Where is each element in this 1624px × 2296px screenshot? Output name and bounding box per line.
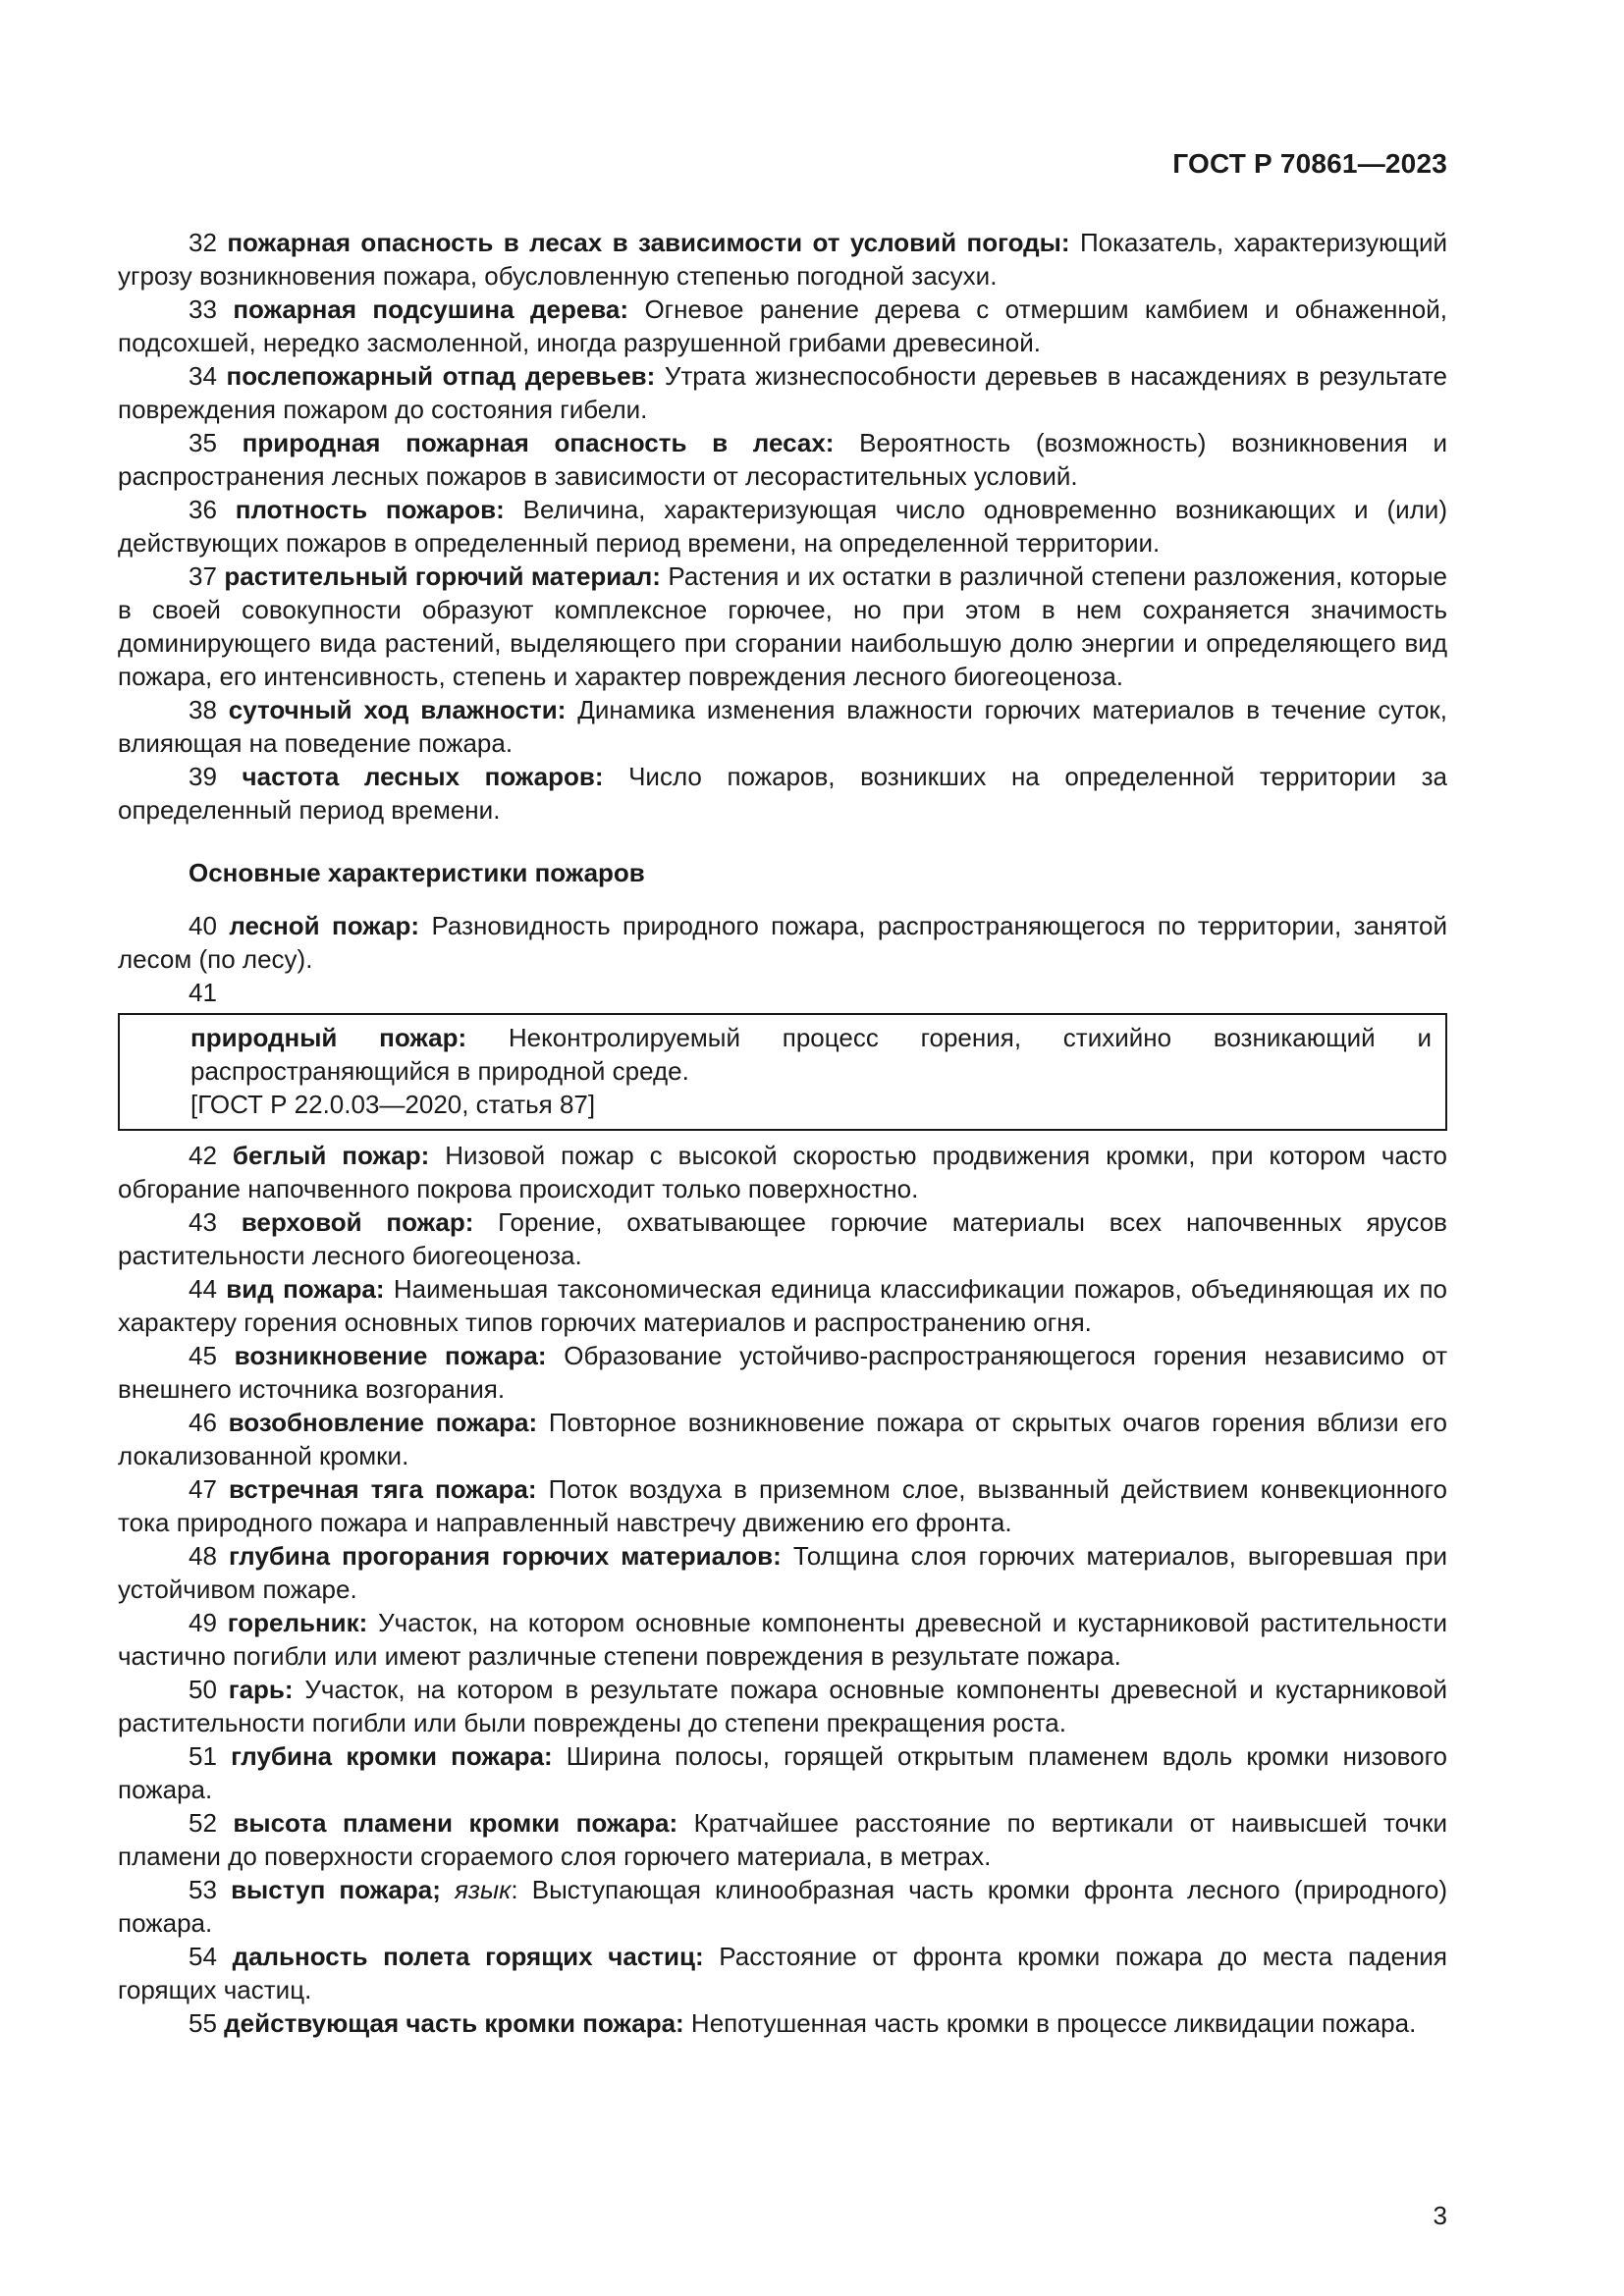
term-number: 51	[189, 1741, 217, 1771]
term-entry-50	[118, 1673, 1447, 1739]
term-entry-51	[118, 1739, 1447, 1806]
term-name: частота лесных пожаров:	[242, 762, 604, 791]
term-name: беглый пожар:	[232, 1141, 430, 1170]
term-entry-55	[118, 2006, 1447, 2040]
term-definition: Наименьшая таксономическая единица классификации пожаров, объединяющая их по характеру горения основных типов горючих материалов и распространению огня.	[118, 1274, 1447, 1337]
page-number: 3	[1433, 2201, 1447, 2230]
term-number: 37	[189, 561, 217, 591]
term-entry-39	[118, 760, 1447, 827]
terms-list-b	[118, 1139, 1447, 2040]
term-entry-54	[118, 1940, 1447, 2006]
term-entry-46	[118, 1406, 1447, 1472]
term-name: лесной пожар:	[229, 911, 420, 940]
term-definition: : Выступающая клинообразная часть кромки фронта лесного (природного) пожара.	[118, 1875, 1447, 1938]
term-name: дальность полета горящих частиц:	[232, 1942, 704, 1971]
quoted-term-text	[190, 1021, 1432, 1088]
term-entry-48	[118, 1539, 1447, 1606]
term-name: природная пожарная опасность в лесах:	[242, 428, 835, 457]
term-name: послепожарный отпад деревьев:	[226, 361, 656, 391]
term-number: 47	[189, 1474, 217, 1504]
term-number: 35	[189, 428, 217, 457]
term-entry-52	[118, 1806, 1447, 1873]
term-entry-37	[118, 560, 1447, 693]
term-name: встречная тяга пожара:	[229, 1474, 537, 1504]
term-entry-36	[118, 493, 1447, 560]
term-definition: Участок, на котором в результате пожара основные компоненты древесной и кустарниковой растительности погибли или были повреждены до степени прекращения роста.	[118, 1675, 1447, 1737]
term-definition: Горение, охватывающее горючие материалы всех напочвенных ярусов растительности лесного биогеоценоза.	[118, 1207, 1447, 1270]
term-entry-38	[118, 693, 1447, 760]
term-name: возникновение пожара:	[234, 1341, 547, 1370]
term-definition: Расстояние от фронта кромки пожара до места падения горящих частиц.	[118, 1942, 1447, 2004]
term-number: 32	[189, 228, 217, 257]
term-definition: Кратчайшее расстояние по вертикали от наивысшей точки пламени до поверхности сгораемого слоя горючего материала, в метрах.	[118, 1808, 1447, 1871]
term-definition: Число пожаров, возникших на определенной территории за определенный период времени.	[118, 762, 1447, 825]
term-entry-49	[118, 1606, 1447, 1673]
term-entry-43	[118, 1205, 1447, 1272]
term-definition: Толщина слоя горючих материалов, выгоревшая при устойчивом пожаре.	[118, 1541, 1447, 1604]
document-code-header: ГОСТ Р 70861—2023	[1172, 148, 1447, 179]
term-number: 46	[189, 1408, 217, 1437]
term-number: 40	[189, 911, 217, 940]
term-entry-53	[118, 1873, 1447, 1940]
term-name: гарь:	[228, 1675, 294, 1704]
term-entry-32	[118, 226, 1447, 293]
term-number: 55	[189, 2008, 217, 2038]
term-definition: Образование устойчиво-распространяющегося горения независимо от внешнего источника возгорания.	[118, 1341, 1447, 1404]
term-definition: Участок, на котором основные компоненты древесной и кустарниковой растительности частично погибли или имеют различные степени повреждения в результате пожара.	[118, 1608, 1447, 1671]
term-definition: Ширина полосы, горящей открытым пламенем вдоль кромки низового пожара.	[118, 1741, 1447, 1804]
term-number: 45	[189, 1341, 217, 1370]
term-definition: Показатель, характеризующий угрозу возникновения пожара, обусловленную степенью погодной засухи.	[118, 228, 1447, 291]
term-name: пожарная подсушина дерева:	[233, 294, 629, 324]
term-name: горельник:	[227, 1608, 368, 1637]
term-name: глубина кромки пожара:	[231, 1741, 553, 1771]
term-name: природный пожар:	[190, 1023, 467, 1052]
term-source-reference: [ГОСТ Р 22.0.03—2020, статья 87]	[190, 1090, 596, 1119]
term-synonym: язык	[440, 1875, 512, 1904]
term-number: 38	[189, 695, 217, 724]
section-heading: Основные характеристики пожаров	[189, 858, 645, 887]
term-definition: Неконтролируемый процесс горения, стихийно возникающий и распространяющийся в природной среде.	[190, 1023, 1432, 1086]
term-name: вид пожара:	[226, 1274, 385, 1304]
term-number-41: 41	[189, 978, 217, 1007]
term-number: 42	[189, 1141, 217, 1170]
term-definition: Вероятность (возможность) возникновения и распространения лесных пожаров в зависимости от лесорастительных условий.	[118, 428, 1447, 491]
term-entry-34	[118, 359, 1447, 426]
term-definition: Повторное возникновение пожара от скрытых очагов горения вблизи его локализованной кромки.	[118, 1408, 1447, 1470]
term-name: возобновление пожара:	[228, 1408, 538, 1437]
term-number: 36	[189, 495, 217, 524]
term-number: 53	[189, 1875, 217, 1904]
term-entry-45	[118, 1339, 1447, 1406]
term-name: суточный ход влажности:	[228, 695, 567, 724]
quoted-term-box	[118, 1013, 1447, 1131]
term-definition: Динамика изменения влажности горючих материалов в течение суток, влияющая на поведение пожара.	[118, 695, 1447, 758]
term-name: растительный горючий материал:	[224, 561, 661, 591]
term-entry-40	[118, 909, 1447, 976]
term-entry-47	[118, 1472, 1447, 1539]
term-number: 44	[189, 1274, 217, 1304]
term-name: плотность пожаров:	[235, 495, 505, 524]
term-name: выступ пожара;	[231, 1875, 441, 1904]
term-name: высота пламени кромки пожара:	[233, 1808, 678, 1838]
term-definition: Непотушенная часть кромки в процессе ликвидации пожара.	[683, 2008, 1417, 2038]
term-definition: Низовой пожар с высокой скоростью продвижения кромки, при котором часто обгорание напочвенного покрова происходит только поверхностно.	[118, 1141, 1447, 1203]
term-entry-42	[118, 1139, 1447, 1205]
term-entry-35	[118, 426, 1447, 493]
term-number: 48	[189, 1541, 217, 1571]
term-number: 50	[189, 1675, 217, 1704]
term-entry-44	[118, 1272, 1447, 1339]
term-definition: Растения и их остатки в различной степени разложения, которые в своей совокупности образуют комплексное горючее, но при этом в нем сохраняется значимость доминирующего вида растений, выделяющего при сгорании наибольшую долю энергии и определяющего вид пожара, его интенсивность, степень и характер повреждения лесного биогеоценоза.	[118, 561, 1448, 691]
term-definition: Разновидность природного пожара, распространяющегося по территории, занятой лесом (по лесу).	[118, 911, 1447, 974]
term-entry-33	[118, 293, 1447, 359]
terms-list-a	[118, 226, 1447, 827]
term-name: верховой пожар:	[241, 1207, 474, 1237]
term-name: пожарная опасность в лесах в зависимости от условий погоды:	[227, 228, 1070, 257]
term-definition: Огневое ранение дерева с отмершим камбием и обнаженной, подсохшей, нередко засмоленной, иногда разрушенной грибами древесиной.	[118, 294, 1447, 357]
term-number: 54	[189, 1942, 217, 1971]
term-definition: Поток воздуха в приземном слое, вызванный действием конвекционного тока природного пожара и направленный навстречу движению его фронта.	[118, 1474, 1447, 1537]
term-definition: Утрата жизнеспособности деревьев в насаждениях в результате повреждения пожаром до состояния гибели.	[118, 361, 1447, 424]
term-number: 39	[189, 762, 217, 791]
term-number: 33	[189, 294, 217, 324]
term-definition: Величина, характеризующая число одновременно возникающих и (или) действующих пожаров в определенный период времени, на определенной территории.	[118, 495, 1447, 558]
term-number: 52	[189, 1808, 217, 1838]
page-content	[118, 226, 1447, 2040]
term-number: 49	[189, 1608, 217, 1637]
term-name: действующая часть кромки пожара:	[224, 2008, 684, 2038]
term-number: 34	[189, 361, 217, 391]
term-name: глубина прогорания горючих материалов:	[229, 1541, 782, 1571]
term-number: 43	[189, 1207, 217, 1237]
